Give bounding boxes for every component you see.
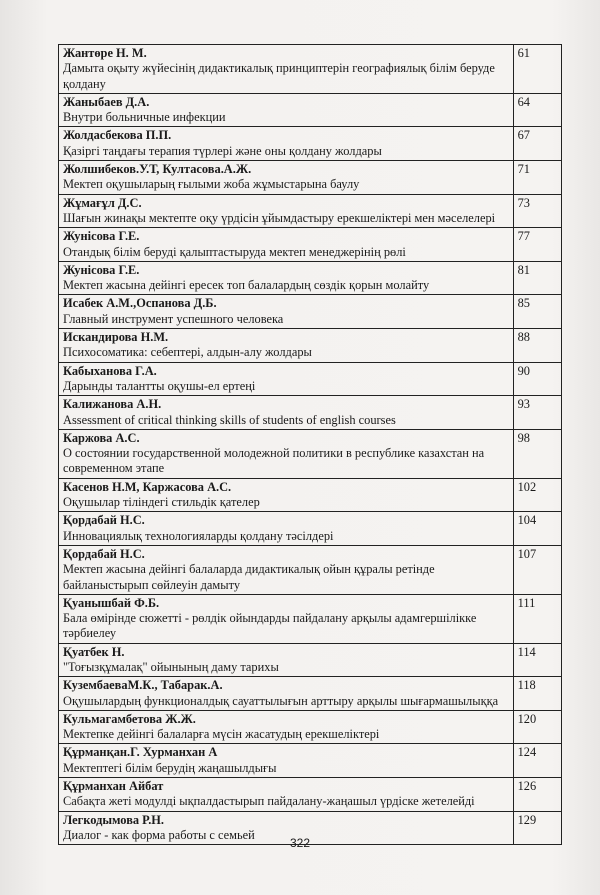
toc-row (59, 329, 562, 363)
toc-row (59, 45, 562, 94)
entry-authors: Каржова А.С. (63, 430, 140, 445)
toc-row (59, 778, 562, 812)
entry-page-number: 73 (513, 194, 561, 228)
entry-cell (59, 545, 514, 594)
toc-row (59, 545, 562, 594)
entry-authors: Жұмағұл Д.С. (63, 195, 142, 210)
entry-page-number: 81 (513, 261, 561, 295)
entry-cell (59, 93, 514, 127)
entry-cell (59, 643, 514, 677)
entry-cell (59, 710, 514, 744)
entry-authors: Жунісова Г.Е. (63, 229, 140, 244)
toc-row (59, 512, 562, 546)
toc-row (59, 261, 562, 295)
entry-title: Қазіргі таңдағы терапия түрлері және оны қолдану жолдары (63, 143, 382, 158)
entry-authors: Құрманхан Айбат (63, 779, 164, 794)
entry-title: Дарынды талантты оқушы-ел ертеңі (63, 378, 256, 393)
entry-title: Assessment of critical thinking skills of students of english courses (63, 412, 396, 427)
entry-cell (59, 512, 514, 546)
entry-page-number: 102 (513, 478, 561, 512)
entry-cell (59, 478, 514, 512)
toc-row (59, 429, 562, 478)
entry-title: Диалог - как форма работы с семьей (63, 827, 255, 842)
toc-row (59, 127, 562, 161)
entry-title: Мектеп жасына дейінгі балаларда дидактикалық ойын құралы ретінде байланыстырып сөйлеуін дамыту (63, 562, 435, 592)
entry-authors: Кульмагамбетова Ж.Ж. (63, 711, 196, 726)
entry-title: Мектеп оқушыларың ғылыми жоба жұмыстарына баулу (63, 177, 360, 192)
entry-cell (59, 194, 514, 228)
entry-page-number: 71 (513, 161, 561, 195)
entry-title: Отандық білім беруді қалыптастыруда мектеп менеджерінің рөлі (63, 244, 406, 259)
entry-title: Мектепке дейінгі балаларға мүсін жасатудың ерекшеліктері (63, 727, 380, 742)
toc-row (59, 710, 562, 744)
entry-cell (59, 778, 514, 812)
entry-cell (59, 594, 514, 643)
toc-row (59, 295, 562, 329)
page-number: 322 (289, 836, 311, 850)
entry-title: Сабақта жеті модулді ықпалдастырып пайдалану-жаңашыл үрдіске жетелейді (63, 794, 475, 809)
entry-cell (59, 329, 514, 363)
toc-row (59, 594, 562, 643)
entry-page-number: 124 (513, 744, 561, 778)
entry-title: Инновациялық технологияларды қолдану тәсілдері (63, 528, 334, 543)
entry-page-number: 85 (513, 295, 561, 329)
entry-page-number: 61 (513, 45, 561, 94)
entry-page-number: 88 (513, 329, 561, 363)
entry-authors: Исабек А.М.,Оспанова Д.Б. (63, 296, 217, 311)
entry-title: Шағын жинақы мектепте оқу үрдісін ұйымдастыру ерекшеліктері мен мәселелері (63, 210, 496, 225)
toc-row (59, 396, 562, 430)
entry-cell (59, 228, 514, 262)
entry-page-number: 120 (513, 710, 561, 744)
toc-row (59, 677, 562, 711)
entry-title: Бала өмірінде сюжетті - рөлдік ойындарды пайдалану арқылы адамгершілікке тәрбиелеу (63, 611, 477, 641)
entry-authors: Жолшибеков.У.Т, Култасова.А.Ж. (63, 162, 252, 177)
toc-row (59, 228, 562, 262)
entry-authors: Қордабай Н.С. (63, 546, 145, 561)
entry-authors: Касенов Н.М, Каржасова А.С. (63, 479, 232, 494)
toc-row (59, 194, 562, 228)
entry-page-number: 107 (513, 545, 561, 594)
entry-page-number: 77 (513, 228, 561, 262)
entry-cell (59, 45, 514, 94)
entry-authors: Қордабай Н.С. (63, 513, 145, 528)
entry-page-number: 129 (513, 811, 561, 845)
entry-page-number: 90 (513, 362, 561, 396)
entry-authors: Жантөре Н. М. (63, 46, 147, 60)
entry-page-number: 64 (513, 93, 561, 127)
entry-authors: Легкодымова Р.Н. (63, 812, 165, 827)
entry-authors: Жаныбаев Д.А. (63, 94, 150, 109)
toc-row (59, 93, 562, 127)
toc-row (59, 478, 562, 512)
entry-authors: Құрманқан.Г. Хурманхан А (63, 745, 218, 760)
entry-title: Оқушылардың функционалдық сауаттылығын арттыру арқылы шығармашылыққа (63, 693, 499, 708)
entry-title: Мектеп жасына дейінгі ересек топ балалардың сөздік қорын молайту (63, 278, 430, 293)
entry-authors: Калижанова А.Н. (63, 397, 162, 412)
entry-cell (59, 295, 514, 329)
entry-cell (59, 261, 514, 295)
contents-table (58, 44, 562, 845)
entry-title: Психосоматика: себептері, алдын-алу жолдары (63, 345, 312, 360)
entry-title: Мектептегі білім берудің жаңашылдығы (63, 760, 277, 775)
entry-page-number: 118 (513, 677, 561, 711)
entry-title: Внутри больничные инфекции (63, 110, 226, 125)
entry-cell (59, 161, 514, 195)
entry-authors: Жунісова Г.Е. (63, 262, 140, 277)
entry-page-number: 104 (513, 512, 561, 546)
entry-cell (59, 362, 514, 396)
entry-authors: Қуанышбай Ф.Б. (63, 595, 160, 610)
entry-page-number: 98 (513, 429, 561, 478)
entry-title: О состоянии государственной молодежной политики в республике казахстан на современном этапе (63, 446, 485, 476)
entry-cell (59, 127, 514, 161)
entry-authors: Жолдасбекова П.П. (63, 128, 172, 143)
toc-row (59, 744, 562, 778)
entry-title: "Тоғызқұмалақ" ойынының даму тарихы (63, 659, 279, 674)
entry-authors: Қуатбек Н. (63, 644, 125, 659)
toc-row (59, 362, 562, 396)
entry-authors: Искандирова Н.М. (63, 330, 169, 345)
entry-cell (59, 677, 514, 711)
entry-cell (59, 429, 514, 478)
entry-page-number: 126 (513, 778, 561, 812)
entry-page-number: 114 (513, 643, 561, 677)
entry-title: Главный инструмент успешного человека (63, 311, 284, 326)
entry-page-number: 67 (513, 127, 561, 161)
entry-authors: Кабыханова Г.А. (63, 363, 157, 378)
entry-page-number: 93 (513, 396, 561, 430)
entry-cell (59, 396, 514, 430)
entry-authors: КузембаеваМ.К., Табарак.А. (63, 678, 223, 693)
entry-title: Оқушылар тіліндегі стильдік қателер (63, 495, 260, 510)
toc-row (59, 643, 562, 677)
entry-title: Дамыта оқыту жүйесінің дидактикалық принциптерін географиялық білім беруде қолдану (63, 61, 495, 91)
entry-page-number: 111 (513, 594, 561, 643)
entry-cell (59, 744, 514, 778)
toc-row (59, 161, 562, 195)
